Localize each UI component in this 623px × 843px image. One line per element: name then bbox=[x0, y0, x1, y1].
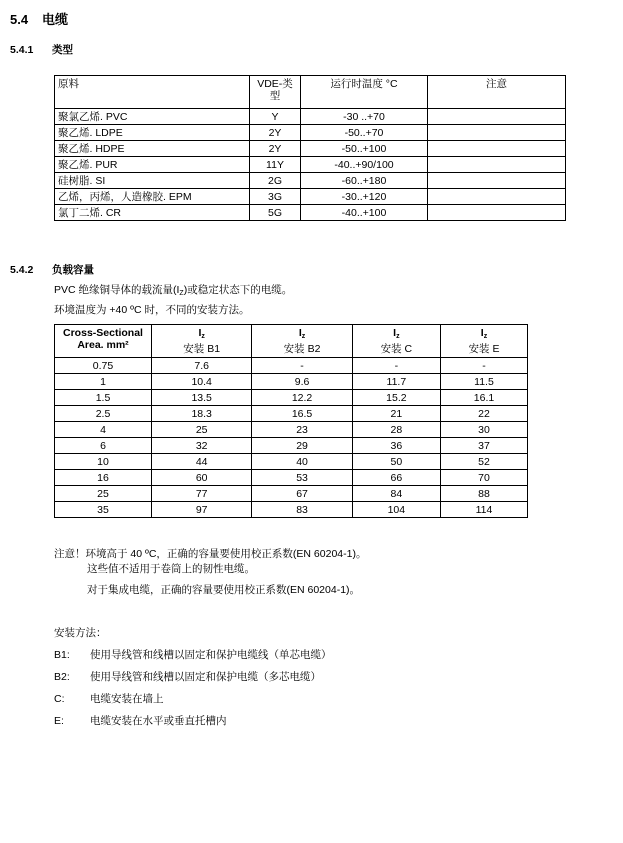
table-cell: - bbox=[441, 358, 528, 374]
header-cross-section: Cross-Sectional Area. mm² bbox=[55, 325, 152, 358]
cable-types-table bbox=[54, 75, 566, 221]
note-line-1: 注意！环境高于 40 ºC，正确的容量要使用校正系数(EN 60204-1)。 bbox=[54, 548, 367, 560]
table-cell: 60 bbox=[152, 470, 252, 486]
table-header-row bbox=[55, 325, 528, 358]
table-cell: 77 bbox=[152, 486, 252, 502]
intro-line-1: PVC 绝缘铜导体的载流量(IZ)或稳定状态下的电缆。 bbox=[54, 284, 293, 297]
table-cell: 11.5 bbox=[441, 374, 528, 390]
table-cell: 2Y bbox=[250, 141, 301, 157]
table-cell: 52 bbox=[441, 454, 528, 470]
table-cell: 聚乙烯. PUR bbox=[55, 157, 250, 173]
subsection-title: 负载容量 bbox=[52, 264, 94, 276]
table-row bbox=[55, 406, 528, 422]
table-cell: 硅树脂. SI bbox=[55, 173, 250, 189]
table-cell: 29 bbox=[252, 438, 352, 454]
table-cell: 28 bbox=[352, 422, 440, 438]
table-cell: 66 bbox=[352, 470, 440, 486]
table-cell: 35 bbox=[55, 502, 152, 518]
table-cell: 0.75 bbox=[55, 358, 152, 374]
header-note: 注意 bbox=[428, 76, 566, 109]
table-cell bbox=[428, 173, 566, 189]
table-cell: 聚乙烯. HDPE bbox=[55, 141, 250, 157]
mounting-item: E: 电缆安装在水平或垂直托槽内 bbox=[54, 715, 227, 727]
table-cell: 12.2 bbox=[252, 390, 352, 406]
header-material: 原料 bbox=[55, 76, 250, 109]
table-row bbox=[55, 422, 528, 438]
table-cell: 11.7 bbox=[352, 374, 440, 390]
table-cell: 104 bbox=[352, 502, 440, 518]
table-row bbox=[55, 157, 566, 173]
table-row bbox=[55, 205, 566, 221]
table-cell: 聚乙烯. LDPE bbox=[55, 125, 250, 141]
subsection-number: 5.4.2 bbox=[10, 264, 34, 276]
table-cell: 53 bbox=[252, 470, 352, 486]
table-cell: -60..+180 bbox=[301, 173, 428, 189]
table-cell: 97 bbox=[152, 502, 252, 518]
table-cell: 10 bbox=[55, 454, 152, 470]
table-cell: -40..+90/100 bbox=[301, 157, 428, 173]
table-cell: - bbox=[352, 358, 440, 374]
table-cell bbox=[428, 189, 566, 205]
section-heading bbox=[10, 9, 68, 28]
table-cell: -30..+120 bbox=[301, 189, 428, 205]
table-cell: 22 bbox=[441, 406, 528, 422]
table-cell: -50..+100 bbox=[301, 141, 428, 157]
table-cell: 2Y bbox=[250, 125, 301, 141]
table-cell: 21 bbox=[352, 406, 440, 422]
subsection-number: 5.4.1 bbox=[10, 44, 34, 56]
table-row bbox=[55, 173, 566, 189]
table-cell: - bbox=[252, 358, 352, 374]
table-cell: 18.3 bbox=[152, 406, 252, 422]
section-number: 5.4 bbox=[10, 12, 29, 27]
table-header-row bbox=[55, 76, 566, 109]
header-e: Iz 安装 E bbox=[441, 325, 528, 358]
table-cell: 4 bbox=[55, 422, 152, 438]
table-cell: 114 bbox=[441, 502, 528, 518]
intro-line-2: 环境温度为 +40 ºC 时，不同的安装方法。 bbox=[54, 304, 250, 316]
table-row bbox=[55, 358, 528, 374]
header-temperature: 运行时温度 °C bbox=[301, 76, 428, 109]
table-cell: 70 bbox=[441, 470, 528, 486]
table-cell: 37 bbox=[441, 438, 528, 454]
table-cell: 10.4 bbox=[152, 374, 252, 390]
table-cell: 6 bbox=[55, 438, 152, 454]
table-row bbox=[55, 109, 566, 125]
table-row bbox=[55, 454, 528, 470]
table-cell: 36 bbox=[352, 438, 440, 454]
table-cell: 5G bbox=[250, 205, 301, 221]
header-b2: Iz 安装 B2 bbox=[252, 325, 352, 358]
subsection-heading-types bbox=[10, 42, 73, 57]
header-b1: Iz 安装 B1 bbox=[152, 325, 252, 358]
table-cell: 7.6 bbox=[152, 358, 252, 374]
table-row bbox=[55, 470, 528, 486]
table-cell: 2G bbox=[250, 173, 301, 189]
table-cell: 1.5 bbox=[55, 390, 152, 406]
load-capacity-table bbox=[54, 324, 528, 518]
table-cell: 23 bbox=[252, 422, 352, 438]
table-cell bbox=[428, 109, 566, 125]
table-row bbox=[55, 125, 566, 141]
table-cell: 83 bbox=[252, 502, 352, 518]
table-cell: 聚氯乙烯. PVC bbox=[55, 109, 250, 125]
table-row bbox=[55, 390, 528, 406]
table-cell: 16.5 bbox=[252, 406, 352, 422]
table-cell: 25 bbox=[55, 486, 152, 502]
table-cell: 67 bbox=[252, 486, 352, 502]
table-row bbox=[55, 486, 528, 502]
subsection-title: 类型 bbox=[52, 44, 73, 56]
subsection-heading-load bbox=[10, 262, 94, 277]
mounting-title: 安装方法： bbox=[54, 627, 107, 639]
table-cell: 9.6 bbox=[252, 374, 352, 390]
table-cell: 16.1 bbox=[441, 390, 528, 406]
table-cell: 50 bbox=[352, 454, 440, 470]
mounting-item: B1: 使用导线管和线槽以固定和保护电缆线（单芯电缆） bbox=[54, 649, 332, 661]
table-cell: -30 ..+70 bbox=[301, 109, 428, 125]
note-line-2: 这些值不适用于卷筒上的韧性电缆。 bbox=[87, 563, 255, 575]
table-cell: 13.5 bbox=[152, 390, 252, 406]
table-cell: 30 bbox=[441, 422, 528, 438]
table-cell: 32 bbox=[152, 438, 252, 454]
table-cell: 88 bbox=[441, 486, 528, 502]
header-c: Iz 安装 C bbox=[352, 325, 440, 358]
table-cell: 11Y bbox=[250, 157, 301, 173]
table-cell bbox=[428, 141, 566, 157]
table-row bbox=[55, 438, 528, 454]
table-cell: 84 bbox=[352, 486, 440, 502]
mounting-item: C: 电缆安装在墙上 bbox=[54, 693, 164, 705]
table-cell: 40 bbox=[252, 454, 352, 470]
table-cell bbox=[428, 157, 566, 173]
table-cell: 44 bbox=[152, 454, 252, 470]
table-row bbox=[55, 374, 528, 390]
table-cell bbox=[428, 125, 566, 141]
table-cell: -40..+100 bbox=[301, 205, 428, 221]
table-cell: 氯丁二烯. CR bbox=[55, 205, 250, 221]
table-row bbox=[55, 502, 528, 518]
table-cell: 15.2 bbox=[352, 390, 440, 406]
table-row bbox=[55, 141, 566, 157]
table-cell: Y bbox=[250, 109, 301, 125]
note-line-3: 对于集成电缆，正确的容量要使用校正系数(EN 60204-1)。 bbox=[87, 584, 361, 596]
table-cell: 2.5 bbox=[55, 406, 152, 422]
section-title: 电缆 bbox=[42, 12, 69, 27]
table-cell bbox=[428, 205, 566, 221]
mounting-item: B2: 使用导线管和线槽以固定和保护电缆（多芯电缆） bbox=[54, 671, 321, 683]
table-row bbox=[55, 189, 566, 205]
table-cell: 3G bbox=[250, 189, 301, 205]
table-cell: 乙烯，丙烯，人造橡胶. EPM bbox=[55, 189, 250, 205]
table-cell: 25 bbox=[152, 422, 252, 438]
table-cell: 1 bbox=[55, 374, 152, 390]
header-vde-type: VDE-类型 bbox=[250, 76, 301, 109]
table-cell: 16 bbox=[55, 470, 152, 486]
table-cell: -50..+70 bbox=[301, 125, 428, 141]
